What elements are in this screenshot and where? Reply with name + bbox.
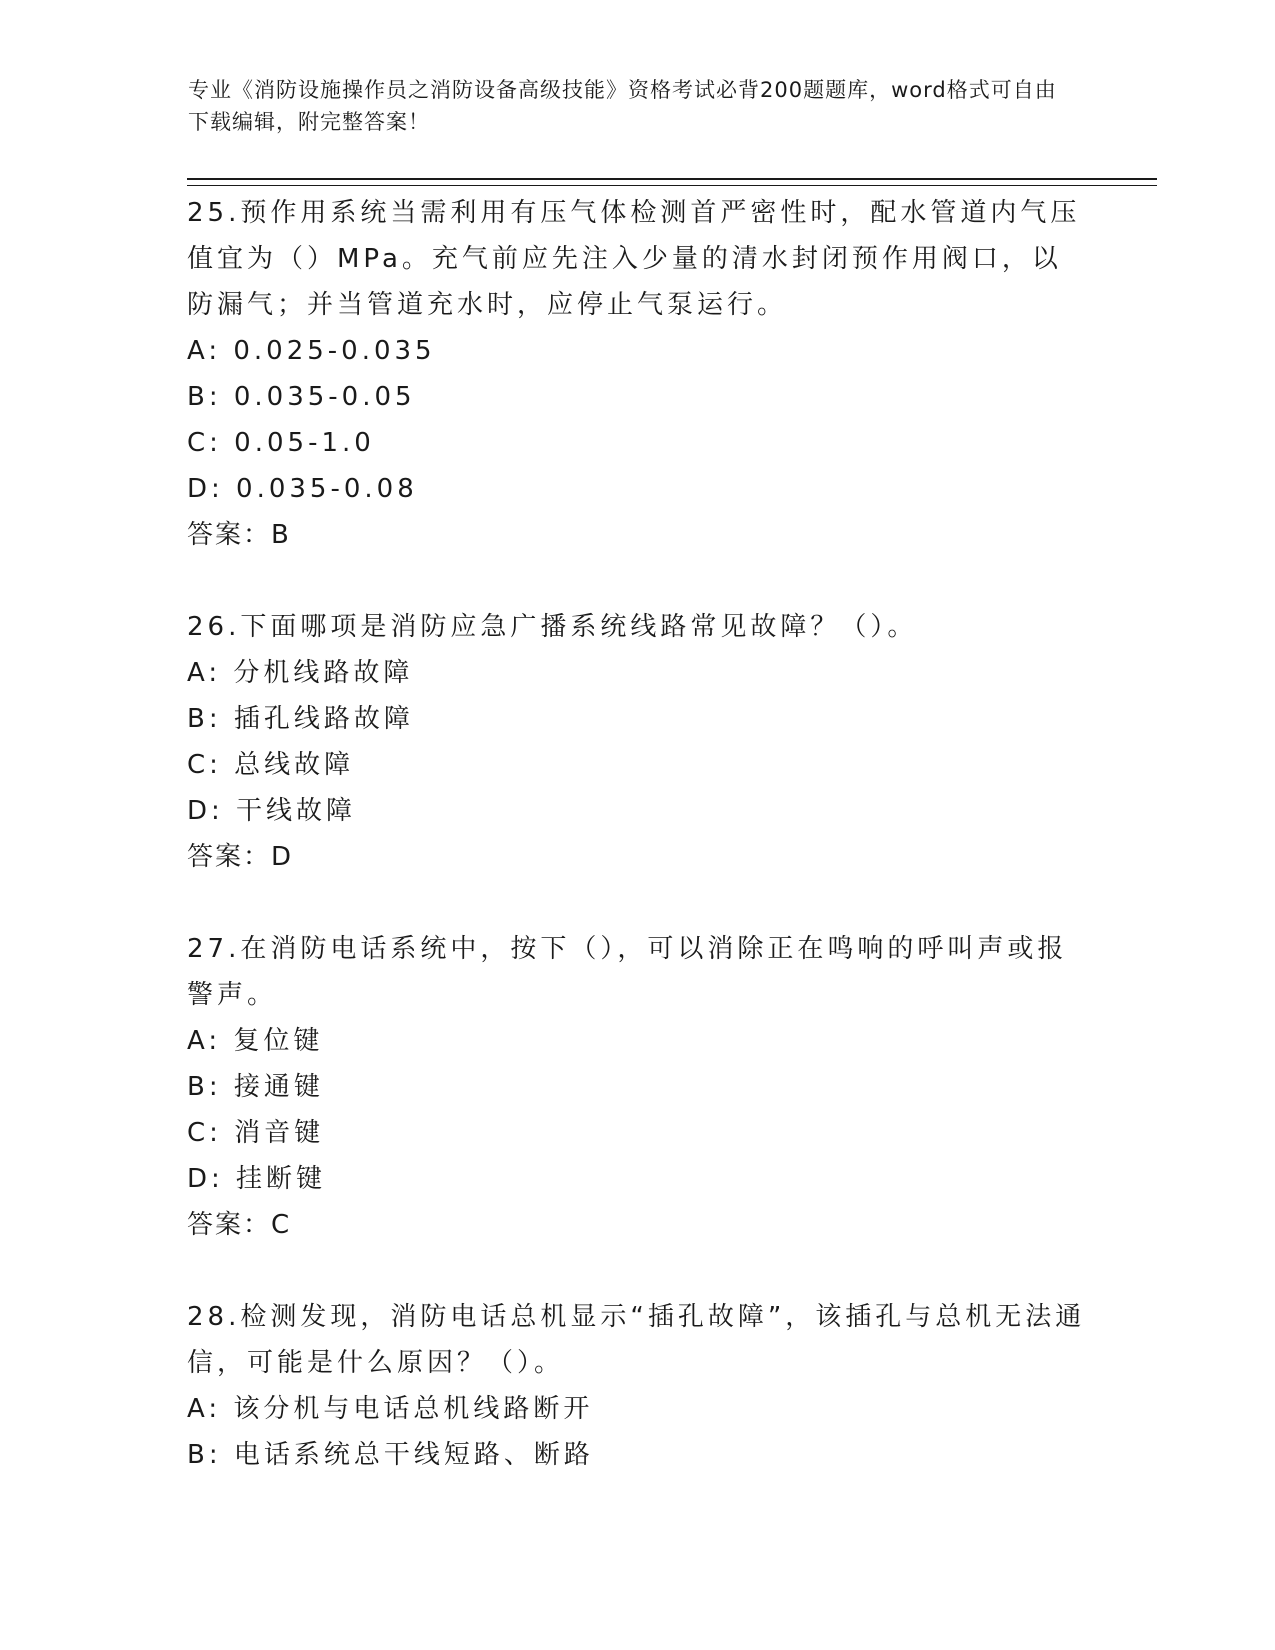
answer-line: 答案：B xyxy=(187,520,291,550)
question-text: 28.检测发现，消防电话总机显示“插孔故障”，该插孔与总机无法通信，可能是什么原因？（）。 xyxy=(187,1302,1086,1378)
answer-line: 答案：C xyxy=(187,1210,292,1240)
question-list xyxy=(187,190,1087,1524)
question-item xyxy=(187,926,1087,1248)
option-a: A: 0.025-0.035 xyxy=(187,336,436,366)
question-item xyxy=(187,1294,1087,1478)
option-a: A: 分机线路故障 xyxy=(187,658,414,688)
option-c: C: 总线故障 xyxy=(187,750,355,780)
option-c: C: 消音键 xyxy=(187,1118,325,1148)
answer-line: 答案：D xyxy=(187,842,294,872)
option-d: D: 挂断键 xyxy=(187,1164,327,1194)
question-text: 25.预作用系统当需利用有压气体检测首严密性时，配水管道内气压值宜为（）MPa。充气前应先注入少量的清水封闭预作用阀口，以防漏气；并当管道充水时，应停止气泵运行。 xyxy=(187,198,1081,320)
question-item xyxy=(187,190,1087,558)
question-text: 27.在消防电话系统中，按下（），可以消除正在鸣响的呼叫声或报警声。 xyxy=(187,934,1068,1010)
option-a: A: 该分机与电话总机线路断开 xyxy=(187,1394,594,1424)
header-divider xyxy=(187,178,1157,186)
question-item xyxy=(187,604,1087,880)
option-b: B: 插孔线路故障 xyxy=(187,704,414,734)
option-d: D: 干线故障 xyxy=(187,796,357,826)
option-d: D: 0.035-0.08 xyxy=(187,474,418,504)
option-b: B: 接通键 xyxy=(187,1072,324,1102)
option-b: B: 0.035-0.05 xyxy=(187,382,416,412)
option-a: A: 复位键 xyxy=(187,1026,324,1056)
question-text: 26.下面哪项是消防应急广播系统线路常见故障？（）。 xyxy=(187,612,918,642)
document-header: 专业《消防设施操作员之消防设备高级技能》资格考试必背200题题库，word格式可自由下载编辑，附完整答案！ xyxy=(188,78,1057,134)
option-c: C: 0.05-1.0 xyxy=(187,428,375,458)
option-b: B: 电话系统总干线短路、断路 xyxy=(187,1440,594,1470)
